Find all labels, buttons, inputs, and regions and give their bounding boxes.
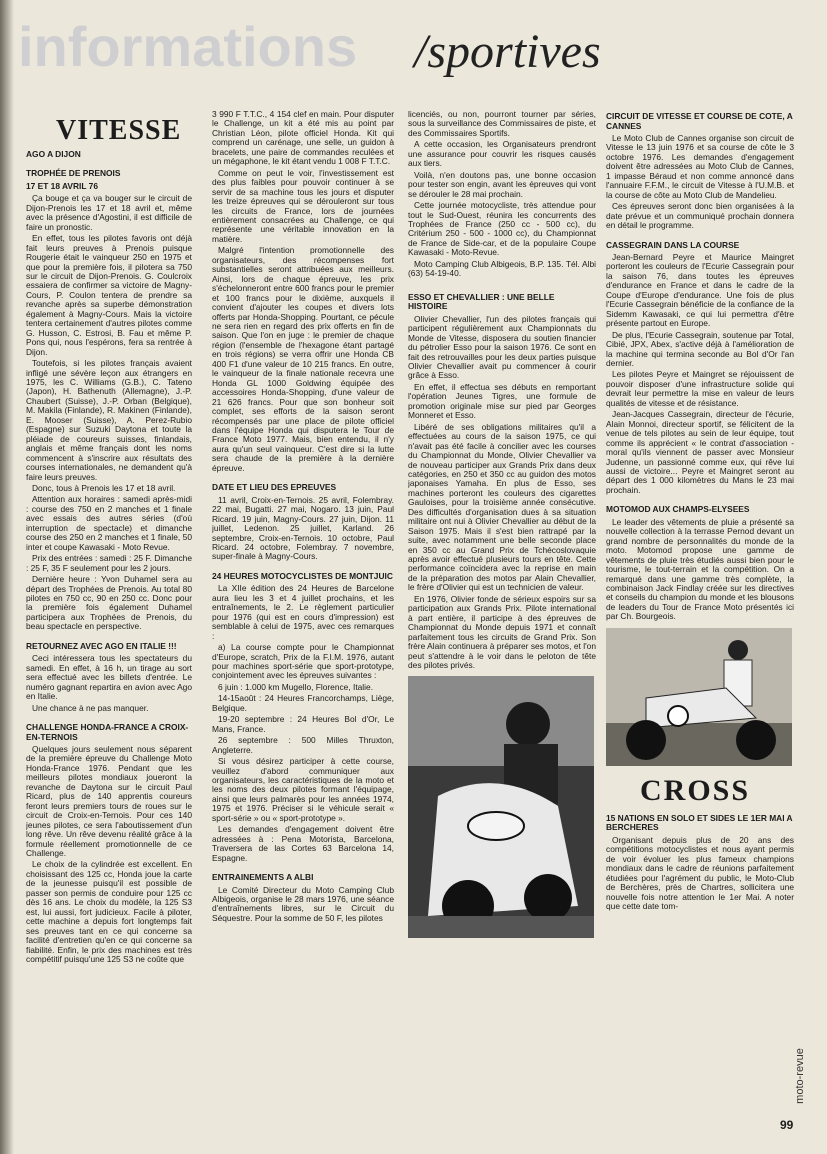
paragraph: Toutefois, si les pilotes français avaient infligé une sévère leçon aux étrangers en 1975, les C. Williams (G.B.), C. Tateno (Japon), H. Bathenuth (Allemagne), J.-P. Chaubert (Suisse), J.-P. Orban (Belgique), M. Makila (Finlande), R. Makinen (Finlande), E. Mooser (Suisse), A. Perez-Rubio (Espagne) sur Suzuki Daytona et toute la pléiade de coureurs suisses, finlandais, anglais et même français dont les noms commencent à s'inscrire aux résultats des courses internationales, ne demandent qu'à faire leurs preuves. (26, 358, 192, 482)
paragraph: licenciés, ou non, pourront tourner par séries, sous la surveillance des Commissaires de piste, et des Commissaires Sportifs. (408, 110, 596, 138)
heading-circuit-cannes: CIRCUIT DE VITESSE ET COURSE DE COTE, A CANNES (606, 111, 793, 131)
column-1 (26, 110, 192, 1120)
paragraph: Dernière heure : Yvon Duhamel sera au départ des Trophées de Prenois. Au total 80 pilotes en 750 cc, 90 en 250 cc. Donc pour la première fois également Duhamel participera aux Trophées de Prenois, du beau spectacle en perspective. (26, 574, 192, 632)
kicker-ago-dijon: AGO A DIJON (26, 149, 81, 159)
paragraph: a) La course compte pour le Championnat d'Europe, scratch, Prix de la F.I.M. 1976, autant pour machines sport-série que sport-prototype, conjointement avec les épreuves suivantes : (212, 642, 394, 681)
header-title-sportives: /sportives (414, 25, 601, 78)
paragraph: Olivier Chevallier, l'un des pilotes français qui participent régulièrement aux Championnats du Monde de Vitesse, disposera du soutien financier du pétrolier Esso pour la saison 1976. Ce sont en fait des retrouvailles pour les deux parties puisque Olivier Chevallier avait pu commencer à courir grâce à Esso. (408, 313, 596, 381)
paragraph: Le Moto Club de Cannes organise son circuit de Vitesse le 13 juin 1976 et sa course de côte le 3 octobre 1976. Les demandes d'engagement doivent être adressées au Moto Club de Cannes, 1 impasse Béraud et non comme annoncé dans l'annuaire F.F.M., le circuit de Vitesse à l'U.M.B. et la course de côte au Moto Club de Mandelieu. (606, 133, 794, 200)
heading-24-heures-montjuic: 24 HEURES MOTOCYCLISTES DE MONTJUIC (212, 570, 393, 581)
paragraph: Organisant depuis plus de 20 ans des compétitions motocyclistes et nous ayant permis de voir évoluer les plus fameux champions mondiaux dans le cadre de réunions parfaitement étudiées pour l'agrément du public, le Moto-Club de Berchères, près de Chartres, sollicitera une nouvelle fois notre attention le 1er Mai. A noter que cette date tom- (606, 834, 794, 912)
photo-racing-motorcycle (408, 676, 594, 938)
paragraph: Ces épreuves seront donc bien organisées à la date prévue et un communiqué prochain donnera en détail le programme. (606, 201, 794, 231)
paragraph: Jean-Jacques Cassegrain, directeur de l'écurie, Alain Monnoi, directeur sportif, se félicitent de la venue de tels pilotes au sein de leur équipe, tout comme ils apprécient « le contrat d'association - moral qu'ils viennent de passer avec Monsieur Judenne, un passionné comme eux, qui rêve lui aussi de victoire... Peyre et Maingret seront au départ des 1 000 kilomètres du Mans le 23 mai prochain. (606, 409, 794, 495)
heading-entrainements-albi: ENTRAINEMENTS A ALBI (212, 872, 314, 883)
paragraph: La XIIe édition des 24 Heures de Barcelone aura lieu les 3 et 4 juillet prochains, et les entraînements, le 2. Le règlement particulier pour 1976 (qui est en cours d'impression) est semblable à celui de 1975, avec ces remarques : (212, 583, 394, 641)
paragraph: Le choix de la cylindrée est excellent. En choisissant des 125 cc, Honda joue la carte de la jeunesse puisqu'il est possible de passer son permis de conduire pour 125 cc dès 16 ans. Le choix du modèle, la 125 S3 est, lui aussi, fort judicieux. Facile à piloter, cette machine a depuis fort longtemps fait ses preuves tant en ce qui concerne sa facilité d'entretien qu'en ce qui concerne sa fiabilité. Enfin, le prix des machines est très compétitif puisqu'une 125 S3 ne coûte que (26, 859, 192, 964)
heading-esso-chevallier: ESSO ET CHEVALLIER : UNE BELLE HISTOIRE (408, 291, 555, 312)
photo-motorcycle-rider (606, 628, 792, 766)
paragraph: 14-15août : 24 Heures Francorchamps, Liège, Belgique. (212, 693, 394, 713)
header-title-informations: informations (18, 15, 358, 78)
column-4 (606, 110, 794, 1120)
paragraph: Le Comité Directeur du Moto Camping Club Albigeois, organise le 28 mars 1976, une séance d'entraînements libres, sur le Circuit du Séquestre. Pour la somme de 50 F, les pilotes (212, 884, 394, 923)
paragraph: Jean-Bernard Peyre et Maurice Maingret porteront les couleurs de l'Ecurie Cassegrain pour la saison 76, dans toutes les épreuves d'endurance en France et dans le cadre de la Coupe d'Europe d'endurance. Une fois de plus l'Ecurie Cassegrain bénéficie de la confiance de la Sidemm Kawasaki, ce qui lui permettra d'être présente partout en Europe. (606, 252, 794, 329)
paragraph: Libéré de ses obligations militaires qu'il a effectuées au cours de la saison 1975, ce qui n'avait pas été facile à concilier avec les courses du Championnat du Monde, Olivier Chevallier va de nouveau participer aux Grands Prix dans deux catégories, en 250 et 350 cc au guidon des motos japonaises Yamaha. En plus de Esso, ses machines porteront les couleurs des cigarettes Gauloises, pour la troisième année consécutive. Des difficultés d'organisation dues à sa situation militaire ont nui à Olivier Chevallier au début de la Saison 1975. Mais il s'est bien rattrapé par la suite, avec notamment une belle seconde place en 350 cc au Grand Prix de Tchécoslovaquie après avoir effectué plusieurs tours en tête. Cette performance coïncidera avec la reprise en main de la préparation des motos par Alain Chevallier, le frère d'Olivier qui est un technicien de valeur. (408, 421, 596, 593)
paragraph: Voilà, n'en doutons pas, une bonne occasion pour tester son engin, avant les épreuves qui vont se dérouler le 28 mai prochain. (408, 169, 596, 199)
paragraph: 19-20 septembre : 24 Heures Bol d'Or, Le Mans, France. (212, 714, 394, 734)
paragraph: 26 septembre : 500 Milles Thruxton, Angleterre. (212, 735, 394, 755)
heading-trophee-prenois: TROPHÉE DE PRENOIS (26, 168, 121, 179)
paragraph: Comme on peut le voir, l'investissement est des plus faibles pour pouvoir continuer à se servir de sa machine tous les jours et disputer les treize épreuves qui se dérouleront sur tous les circuits de France, lors de journées entièrement consacrées au Challenge, ce qui représente une véritable innovation en la matière. (212, 167, 394, 244)
paragraph: Malgré l'intention promotionnelle des organisateurs, des récompenses fort substantielles seront attribuées aux meilleurs. Ainsi, lors de chaque épreuve, les prix s'échelonneront entre 600 francs pour le premier et 100 francs pour le dixième, auxquels il convient d'ajouter les coupes et divers lots offerts par Honda-Shopping. Pourtant, ce pécule ne sera rien en regard des prix offerts en fin de saison. Que l'on en juge : le premier de chaque région (l'ensemble de l'hexagone étant partagé en trois régions) se verra offrir une Honda CB 400 F1 d'une valeur de 10 215 francs. En outre, le vainqueur de la finale nationale recevra une Honda GL 1000 Goldwing équipée des accessoires Honda-Shopping, d'une valeur de 21 626 francs. Pour que son bonheur soit complet, ses efforts de la saison seront récompensés par une place de pilote officiel dans l'équipe Honda qui disputera le Tour de France Moto 1977. Mais, bien entendu, il n'y aura qu'un seul vainqueur. C'est dire si la lutte sera chaude de la première à la dernière épreuve. (212, 245, 394, 473)
heading-date-lieu-epreuves: DATE ET LIEU DES EPREUVES (212, 482, 337, 493)
section-title-vitesse: VITESSE (56, 115, 182, 146)
paragraph: Ça bouge et ça va bouger sur le circuit de Dijon-Prenois les 17 et 18 avril et, même avec la présence d'Agostini, il est difficile de faire un pronostic. (26, 193, 192, 232)
paragraph: 6 juin : 1.000 km Mugello, Florence, Italie. (218, 681, 374, 692)
paragraph: Une chance à ne pas manquer. (32, 702, 149, 713)
photo-illustration (606, 628, 792, 766)
magazine-name: moto-revue (793, 1048, 806, 1104)
paragraph: Les pilotes Peyre et Maingret se réjouissent de pouvoir disposer d'une infrastructure solide qui devrait leur permettre la mise en valeur de leurs qualités de vitesse et de résistance. (606, 369, 794, 408)
paragraph: Moto Camping Club Albigeois, B.P. 135. Tél. Albi (63) 54-19-40. (408, 258, 596, 279)
section-title-cross: CROSS (640, 773, 751, 807)
date-trophee-prenois: 17 ET 18 AVRIL 76 (26, 180, 98, 191)
heading-motomod: MOTOMOD AUX CHAMPS-ELYSEES (606, 504, 750, 515)
heading-15-nations: 15 NATIONS EN SOLO ET SIDES LE 1ER MAI A BERCHERES (606, 812, 793, 833)
paragraph: En effet, tous les pilotes favoris ont déjà fait leurs preuves à Prenois puisque Rougerie était le vainqueur 250 en 1975 et que pour la première fois, il pilotera sa 750 sur le circuit de Dijon-Prenois. G. Coulcroix essaiera de confirmer sa victoire de Magny-Cours, P. Coulon tentera de prendre sa revanche après sa superbe démonstration également à Magny-Cours. Mais la victoire tentera certainement d'autres pilotes comme G. Husson, C. Estrosi, B. Fau et même P. Pons qui, nous l'espérons, fera sa rentrée à Dijon. (26, 233, 192, 357)
magazine-name-vertical (793, 1042, 814, 1114)
paragraph: En effet, il effectua ses débuts en remportant l'opération Jeunes Tigres, une formule de promotion originale mise sur pied par Georges Monneret et Esso. (408, 381, 596, 421)
paragraph: Les demandes d'engagement doivent être adressées à : Pena Motorista, Barcelona, Traversera de las Cortes 63 Barcelona 14, Espagne. (212, 824, 394, 863)
heading-retournez-ago: RETOURNEZ AVEC AGO EN ITALIE !!! (26, 640, 177, 651)
paragraph: Cette journée motocycliste, très attendue pour tout le Sud-Ouest, réunira les concurrents des Trophées de France (250 cc - 500 cc), du Critérium 250 - 500 - 1000 cc), du Championnat de France de Side-car, et de la populaire Coupe Kawasaki - Moto-Revue. (408, 200, 596, 258)
paragraph: Attention aux horaires : samedi après-midi : course des 750 en 2 manches et 1 finale avec essais des autres séries (d'où interruption de spectacle) et dimanche course des 250 en 2 manches et 1 finale, 50 inter et coupe Kawasaki - Moto Revue. (26, 494, 192, 552)
paragraph: Donc, tous à Prenois les 17 et 18 avril. (32, 483, 176, 493)
heading-challenge-honda: CHALLENGE HONDA-FRANCE A CROIX-EN-TERNOIS (26, 722, 189, 742)
column-2 (212, 110, 394, 1120)
paragraph: Si vous désirez participer à cette course, veuillez d'abord communiquer aux organisateurs, les caractéristiques de la moto et les noms des deux pilotes formant l'équipage, ainsi que leurs palmarès pour les années 1974, 1975 et 1976. Préciser si le véhicule serait « sport-série » ou « sport-prototype ». (212, 756, 394, 823)
page-number: 99 (780, 1118, 794, 1132)
page-spine-shadow (0, 0, 14, 1154)
paragraph: Prix des entrées : samedi : 25 F. Dimanche : 25 F, 35 F seulement pour les 2 jours. (26, 553, 192, 573)
paragraph: Le leader des vêtements de pluie a présenté sa nouvelle collection à la terrasse Pernod devant un grand nombre de personnalités du monde de la moto. Motomod propose une gamme de vêtements de pluie très étudiés aussi bien pour le tourisme, le tout-terrain et la compétition. On a remarqué dans une gamme très complète, la combinaison Jack Findlay créée sur les directives et conseils du champion du monde et les blousons de leaders du Tour de France Moto présentés ici par Ch. Bourgeois. (606, 516, 794, 622)
heading-cassegrain: CASSEGRAIN DANS LA COURSE (606, 239, 740, 250)
column-3 (408, 110, 596, 1120)
paragraph: 3 990 F T.T.C., 4 154 clef en main. Pour disputer le Challenge, un kit a été mis au point par Christian Léon, pilote officiel Honda. Kit qui comprend un carénage, une selle, un guidon à bracelets, une paire de commandes reculées et un mégaphone, le kit étant vendu 1 008 F T.T.C. (212, 110, 394, 167)
paragraph: A cette occasion, les Organisateurs prendront une assurance pour couvrir les risques causés aux tiers. (408, 139, 596, 169)
photo-illustration (408, 676, 594, 938)
page-header (18, 14, 818, 94)
paragraph: Ceci intéressera tous les spectateurs du samedi. En effet, à 16 h, un tirage au sort sera effectué avec les billets d'entrée. Le numéro gagnant repartira en avion avec Ago en Italie. (26, 653, 192, 702)
paragraph: Quelques jours seulement nous séparent de la première épreuve du Challenge Moto Honda-France 1976. Pendant que les meilleurs pilotes mondiaux joueront la revanche de Daytona sur le circuit Paul Ricard, plus de 140 apprentis coureurs feront leurs premiers tours de roues sur le circuit de Croix-en-Ternois. Pour ces 140 jeunes pilotes, ce sera l'aboutissement d'un long rêve. Un rêve devenu réalité grâce à la formule réellement promotionnelle de ce Challenge. (26, 744, 192, 858)
paragraph: De plus, l'Ecurie Cassegrain, soutenue par Total, Cibié, JPX, Abex, s'active déjà à l'amélioration de la machine qui termina seconde au Bol d'Or l'an dernier. (606, 329, 794, 369)
paragraph: En 1976, Olivier fonde de sérieux espoirs sur sa participation aux Grands Prix. Pilote international à part entière, il participe à des épreuves de Championnat du Monde depuis 1971 et connaît parfaitement tous les circuits de Grand Prix. Son frère Alain continuera à préparer ses motos, et l'on peut s'attendre à le voir dans le peloton de tête des pilotes privés. (408, 593, 596, 671)
paragraph: 11 avril, Croix-en-Ternois. 25 avril, Folembray. 22 mai, Bugatti. 27 mai, Nogaro. 13 juin, Paul Ricard. 19 juin, Magny-Cours. 27 juin, Dijon. 11 juillet, Ledenon. 25 juillet, Karland. 26 septembre, Croix-en-Ternois. 10 octobre, Paul Ricard. 24 octobre, Folembray. 7 novembre, super-finale à Magny-Cours. (212, 494, 394, 562)
